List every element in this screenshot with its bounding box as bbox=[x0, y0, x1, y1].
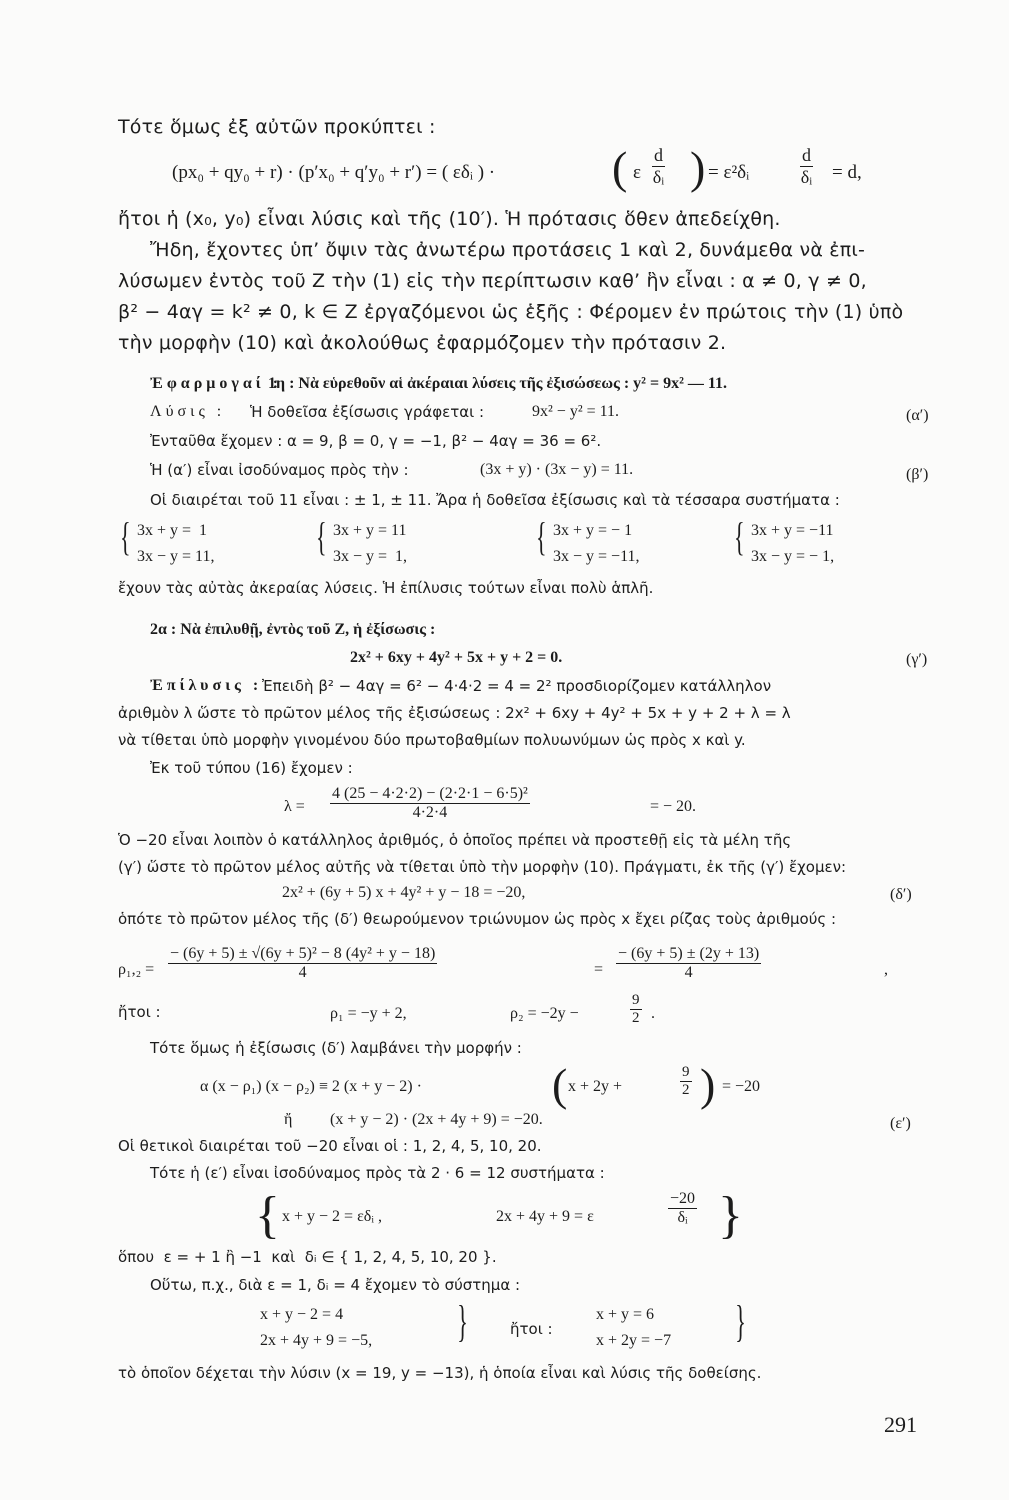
text-eta: ἤ bbox=[284, 1111, 293, 1128]
text-line: Οὕτω, π.χ., διὰ ε = 1, δᵢ = 4 ἔχομεν τὸ σύστημα : bbox=[150, 1276, 521, 1294]
system-equation: x + y = 6 bbox=[596, 1306, 655, 1323]
equation: (x + y − 2) · (2x + 4y + 9) = −20. bbox=[330, 1111, 543, 1128]
text-line: ἀριθμὸν λ ὥστε τὸ πρῶτον μέλος τῆς ἐξισώσεως : 2x² + 6xy + 4y² + 5x + y + 2 + λ = λ bbox=[118, 704, 791, 722]
text-line: Ἡ (α′) εἶναι ἰσοδύναμος πρὸς τὴν : bbox=[150, 461, 409, 479]
text-line: Ἐκ τοῦ τύπου (16) ἔχομεν : bbox=[150, 759, 353, 777]
equation: 2x² + 6xy + 4y² + 5x + y + 2 = 0. bbox=[350, 649, 563, 666]
equation-lhs: λ = bbox=[284, 798, 305, 815]
bracket-right: } bbox=[457, 1297, 468, 1346]
system-equation: x + y − 2 = 4 bbox=[260, 1306, 344, 1323]
system-equation: 3x − y = −11, bbox=[553, 548, 640, 565]
text-line: ὅπου ε = + 1 ἢ −1 καὶ δᵢ ∈ { 1, 2, 4, 5, 10, 20 }. bbox=[118, 1248, 497, 1266]
equation-left: (px₀ + qy₀ + r) · (p′x₀ + q′y₀ + r′) = ( εδᵢ ) · bbox=[172, 162, 496, 183]
equation: ρ₂ = −2y − bbox=[510, 1005, 579, 1022]
text-line: Ἐνταῦθα ἔχομεν : α = 9, β = 0, γ = −1, β² − 4αγ = 36 = 6². bbox=[150, 432, 602, 450]
fraction-minus20-over-delta: $\frac{-20}{\text{δᵢ}}$ bbox=[670, 1190, 696, 1226]
system-equation: 3x + y = 1 bbox=[137, 522, 208, 539]
section-label: Ἐφαρμογαί : bbox=[150, 375, 283, 392]
equation-mid: = ε²δᵢ bbox=[708, 162, 750, 183]
equation-tag: (β′) bbox=[906, 466, 929, 483]
paren-open: ( bbox=[552, 1059, 568, 1110]
text-line: ἔχουν τὰς αὐτὰς ἀκεραίας λύσεις. Ἡ ἐπίλυσις τούτων εἶναι πολὺ ἁπλῆ. bbox=[118, 579, 654, 597]
bracket-left: { bbox=[255, 1187, 280, 1244]
fraction-nine-halves: $\frac{9}{2}$ bbox=[632, 992, 640, 1026]
lambda-fraction: $\frac{\text{4 (25 − 4·2·2) − (2·2·1 − 6·5)²}}{4\cdot 2\cdot 4}$ bbox=[332, 785, 528, 821]
system-equation: 3x + y = − 1 bbox=[553, 522, 633, 539]
text-line: β² − 4αγ = k² ≠ 0, k ∈ Z ἐργαζόμενοι ὡς ἑξῆς : Φέρομεν ἐν πρώτοις τὴν (1) ὑπὸ bbox=[118, 301, 904, 323]
system-equation: 3x − y = − 1, bbox=[751, 548, 835, 565]
system-equation: x + 2y = −7 bbox=[596, 1332, 672, 1349]
paren-close: ) bbox=[700, 1059, 716, 1110]
text-line: Ἡ δοθεῖσα ἐξίσωσις γράφεται : bbox=[250, 403, 485, 421]
equation-result: = − 20. bbox=[650, 798, 697, 815]
paren-close: ) bbox=[690, 142, 706, 193]
solution-label: Λύσις : bbox=[150, 403, 226, 420]
equation: = −20 bbox=[722, 1078, 761, 1095]
text-eta: ἤτοι : bbox=[510, 1320, 553, 1338]
text-line: Ὁ −20 εἶναι λοιπὸν ὁ κατάλληλος ἀριθμός, ὁ ὁποῖος πρέπει νὰ προστεθῇ εἰς τὰ μέλη τῆς bbox=[118, 831, 792, 849]
text-line: Ἤδη, ἔχοντες ὑπ’ ὄψιν τὰς ἀνωτέρω προτάσεις 1 καὶ 2, δυνάμεθα νὰ ἐπι- bbox=[150, 239, 866, 261]
bracket-right: } bbox=[718, 1187, 743, 1244]
brace-left: { bbox=[316, 514, 327, 559]
system-equation: 3x − y = 11, bbox=[137, 548, 215, 565]
text-line: (γ′) ὥστε τὸ πρῶτον μέλος αὐτῆς νὰ τίθεται ὑπὸ τὴν μορφὴν (10). Πράγματι, ἐκ τῆς (γ′) ἔχομεν: bbox=[118, 858, 847, 876]
brace-left: { bbox=[120, 514, 131, 559]
system-equation: 3x + y = −11 bbox=[751, 522, 834, 539]
equation-eps: ε bbox=[633, 162, 641, 183]
system-equation: 3x + y = 11 bbox=[333, 522, 407, 539]
text-line: τὸ ὁποῖον δέχεται τὴν λύσιν (x = 19, y = −13), ἡ ὁποία εἶναι καὶ λύσις τῆς δοθείσης. bbox=[118, 1364, 762, 1382]
brace-left: { bbox=[734, 514, 745, 559]
fraction-nine-halves: $\frac{9}{2}$ bbox=[682, 1064, 690, 1098]
equation: (3x + y) · (3x − y) = 11. bbox=[480, 461, 634, 478]
solution-label: Ἐπίλυσις : bbox=[150, 677, 263, 694]
text-line: τὴν μορφὴν (10) καὶ ἀκολούθως ἐφαρμόζομεν τὴν πρότασιν 2. bbox=[118, 332, 727, 354]
root-fraction-1: $\frac{\text{− (6y + 5) ± √(6y + 5)² − 8 (4y² + y − 18)}}{4}$ bbox=[170, 945, 436, 981]
system-equation: 2x + 4y + 9 = −5, bbox=[260, 1332, 373, 1349]
problem-statement: 1η : Νὰ εὑρεθοῦν αἱ ἀκέραιαι λύσεις τῆς ἐξισώσεως : y² = 9x² — 11. bbox=[268, 375, 727, 392]
equation-lhs: ρ₁,₂ = bbox=[118, 961, 155, 978]
equation-tag: (γ′) bbox=[906, 651, 928, 668]
text-line: λύσωμεν ἐντὸς τοῦ Z τὴν (1) εἰς τὴν περίπτωσιν καθ’ ἣν εἶναι : α ≠ 0, γ ≠ 0, bbox=[118, 270, 867, 292]
text-line: νὰ τίθεται ὑπὸ μορφὴν γινομένου δύο πρωτοβαθμίων πολυωνύμων ὡς πρὸς x καὶ y. bbox=[118, 731, 746, 749]
text-line: Ἐπειδὴ β² − 4αγ = 6² − 4·4·2 = 4 = 2² προσδιορίζομεν κατάλληλον bbox=[262, 677, 772, 695]
page-number: 291 bbox=[884, 1412, 917, 1437]
system-equation: 3x − y = 1, bbox=[333, 548, 408, 565]
equation: x + 2y + bbox=[568, 1078, 623, 1095]
text-line: Οἱ θετικοὶ διαιρέται τοῦ −20 εἶναι οἱ : 1, 2, 4, 5, 10, 20. bbox=[118, 1137, 542, 1155]
bracket-right: } bbox=[735, 1297, 746, 1346]
text-line: Τότε ὅμως ἡ ἐξίσωσις (δ′) λαμβάνει τὴν μορφήν : bbox=[150, 1039, 522, 1057]
equation: ρ₁ = −y + 2, bbox=[330, 1005, 407, 1022]
equation-tag: (α′) bbox=[906, 407, 929, 424]
period: . bbox=[651, 1005, 655, 1022]
equation: 2x + 4y + 9 = ε bbox=[496, 1208, 594, 1225]
equals-sign: = bbox=[594, 961, 604, 978]
comma: , bbox=[884, 961, 888, 978]
equation: x + y − 2 = εδᵢ , bbox=[282, 1208, 382, 1225]
problem-statement: 2α : Νὰ ἐπιλυθῇ, ἐντὸς τοῦ Z, ἡ ἐξίσωσις : bbox=[150, 621, 436, 638]
equation: 9x² − y² = 11. bbox=[532, 403, 620, 420]
text-line: ἤτοι : bbox=[118, 1003, 161, 1021]
fraction-d-over-delta-2: $\frac{d}{\text{δᵢ}}$ bbox=[800, 145, 813, 187]
root-fraction-2: $\frac{- (6y + 5) \pm (2y + 13)}{4}$ bbox=[618, 945, 760, 981]
fraction-d-over-delta: $\frac{d}{\text{δᵢ}}$ bbox=[652, 145, 665, 187]
text-line: Τότε ὅμως ἐξ αὐτῶν προκύπτει : bbox=[118, 116, 436, 138]
text-line: Οἱ διαιρέται τοῦ 11 εἶναι : ± 1, ± 11. Ἄρα ἡ δοθεῖσα ἐξίσωσις καὶ τὰ τέσσαρα συστήματα : bbox=[150, 491, 840, 509]
text-line: Τότε ἡ (ε′) εἶναι ἰσοδύναμος πρὸς τὰ 2 · 6 = 12 συστήματα : bbox=[150, 1164, 605, 1182]
brace-left: { bbox=[536, 514, 547, 559]
text-line: ἤτοι ἡ (x₀, y₀) εἶναι λύσις καὶ τῆς (10′). Ἡ πρότασις ὅθεν ἀπεδείχθη. bbox=[118, 208, 781, 230]
equation-tag: (δ′) bbox=[890, 886, 912, 903]
paren-open: ( bbox=[612, 142, 628, 193]
equation: α (x − ρ₁) (x − ρ₂) ≡ 2 (x + y − 2) · bbox=[200, 1078, 422, 1095]
equation-tag: (ε′) bbox=[890, 1115, 911, 1132]
equation-end: = d, bbox=[832, 162, 862, 183]
equation: 2x² + (6y + 5) x + 4y² + y − 18 = −20, bbox=[282, 884, 526, 901]
text-line: ὁπότε τὸ πρῶτον μέλος τῆς (δ′) θεωρούμενον τριώνυμον ὡς πρὸς x ἔχει ρίζας τοὺς ἀριθμούς : bbox=[118, 910, 837, 928]
